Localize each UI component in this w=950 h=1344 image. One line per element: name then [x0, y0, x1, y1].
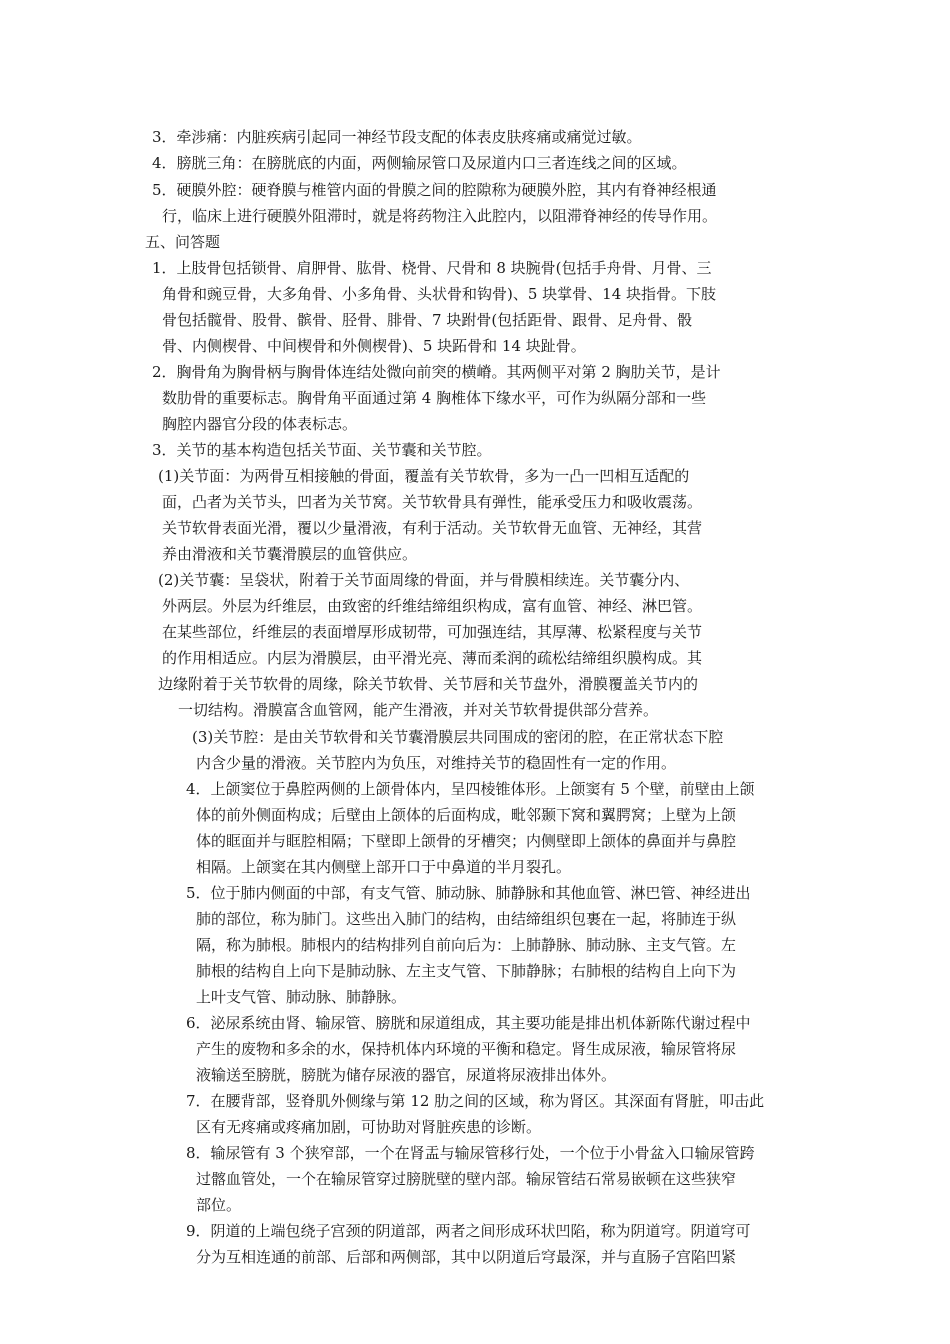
text-line: (3)关节腔：是由关节软骨和关节囊滑膜层共同围成的密闭的腔，在正常状态下腔 — [192, 728, 724, 746]
text-line: 部位。 — [196, 1196, 242, 1214]
text-line: 养由滑液和关节囊滑膜层的血管供应。 — [162, 545, 418, 563]
text-line: 产生的废物和多余的水，保持机体内环境的平衡和稳定。肾生成尿液，输尿管将尿 — [196, 1040, 737, 1058]
text-line: 体的前外侧面构成；后壁由上颌体的后面构成，毗邻颞下窝和翼腭窝；上壁为上颌 — [196, 806, 737, 824]
text-line: 上叶支气管、肺动脉、肺静脉。 — [196, 988, 407, 1006]
text-line: 8．输尿管有 3 个狭窄部，一个在肾盂与输尿管移行处，一个位于小骨盆入口输尿管跨 — [186, 1144, 755, 1162]
text-line: 骨、内侧楔骨、中间楔骨和外侧楔骨)、5 块跖骨和 14 块趾骨。 — [162, 337, 586, 355]
text-line: 一切结构。滑膜富含血管网，能产生滑液，并对关节软骨提供部分营养。 — [178, 701, 659, 719]
text-line: 5．位于肺内侧面的中部，有支气管、肺动脉、肺静脉和其他血管、淋巴管、神经进出 — [186, 884, 751, 902]
text-line: 3．关节的基本构造包括关节面、关节囊和关节腔。 — [152, 441, 492, 459]
text-line: 2．胸骨角为胸骨柄与胸骨体连结处微向前突的横嵴。其两侧平对第 2 胸肋关节，是计 — [152, 363, 721, 381]
text-line: 隔，称为肺根。肺根内的结构排列自前向后为：上肺静脉、肺动脉、主支气管。左 — [196, 936, 737, 954]
text-line: 4．膀胱三角：在膀胱底的内面，两侧输尿管口及尿道内口三者连线之间的区域。 — [152, 154, 687, 172]
text-line: 6．泌尿系统由肾、输尿管、膀胱和尿道组成，其主要功能是排出机体新陈代谢过程中 — [186, 1014, 751, 1032]
text-line: 胸腔内器官分段的体表标志。 — [162, 415, 358, 433]
text-line: 肺的部位，称为肺门。这些出入肺门的结构，由结缔组织包裹在一起，将肺连于纵 — [196, 910, 737, 928]
text-line: 关节软骨表面光滑，覆以少量滑液，有利于活动。关节软骨无血管、无神经，其营 — [162, 519, 703, 537]
text-line: 体的眶面并与眶腔相隔；下壁即上颌骨的牙槽突；内侧壁即上颌体的鼻面并与鼻腔 — [196, 832, 737, 850]
text-line: (2)关节囊：呈袋状，附着于关节面周缘的骨面，并与骨膜相续连。关节囊分内、 — [158, 571, 690, 589]
text-line: 1．上肢骨包括锁骨、肩胛骨、肱骨、桡骨、尺骨和 8 块腕骨(包括手舟骨、月骨、三 — [152, 259, 712, 277]
text-line: 数肋骨的重要标志。胸骨角平面通过第 4 胸椎体下缘水平，可作为纵隔分部和一些 — [162, 389, 707, 407]
text-line: 内含少量的滑液。关节腔内为负压，对维持关节的稳固性有一定的作用。 — [196, 754, 677, 772]
text-line: 3．牵涉痛：内脏疾病引起同一神经节段支配的体表皮肤疼痛或痛觉过敏。 — [152, 128, 642, 146]
text-line: 过髂血管处，一个在输尿管穿过膀胱壁的壁内部。输尿管结石常易嵌顿在这些狭窄 — [196, 1170, 737, 1188]
text-line: 的作用相适应。内层为滑膜层，由平滑光亮、薄而柔润的疏松结缔组织膜构成。其 — [162, 649, 703, 667]
text-line: 5．硬膜外腔：硬脊膜与椎管内面的骨膜之间的腔隙称为硬膜外腔，其内有脊神经根通 — [152, 181, 717, 199]
text-line: 骨包括髋骨、股骨、髌骨、胫骨、腓骨、7 块跗骨(包括距骨、跟骨、足舟骨、骰 — [162, 311, 693, 329]
text-line: (1)关节面：为两骨互相接触的骨面，覆盖有关节软骨，多为一凸一凹相互适配的 — [158, 467, 690, 485]
text-line: 液输送至膀胱，膀胱为储存尿液的器官，尿道将尿液排出体外。 — [196, 1066, 617, 1084]
section-heading: 五、问答题 — [145, 233, 221, 251]
text-line: 角骨和豌豆骨，大多角骨、小多角骨、头状骨和钩骨)、5 块掌骨、14 块指骨。下肢 — [162, 285, 717, 303]
text-line: 7．在腰背部，竖脊肌外侧缘与第 12 肋之间的区域，称为肾区。其深面有肾脏，叩击此 — [186, 1092, 765, 1110]
text-line: 在某些部位，纤维层的表面增厚形成韧带，可加强连结，其厚薄、松紧程度与关节 — [162, 623, 703, 641]
text-line: 相隔。上颌窦在其内侧壁上部开口于中鼻道的半月裂孔。 — [196, 858, 572, 876]
text-line: 外两层。外层为纤维层，由致密的纤维结缔组织构成，富有血管、神经、淋巴管。 — [162, 597, 703, 615]
text-line: 4．上颌窦位于鼻腔两侧的上颌骨体内，呈四棱锥体形。上颌窦有 5 个壁，前壁由上颌 — [186, 780, 755, 798]
text-line: 面，凸者为关节头，凹者为关节窝。关节软骨具有弹性，能承受压力和吸收震荡。 — [162, 493, 703, 511]
text-line: 分为互相连通的前部、后部和两侧部，其中以阴道后穹最深，并与直肠子宫陷凹紧 — [196, 1248, 737, 1266]
text-line: 肺根的结构自上向下是肺动脉、左主支气管、下肺静脉；右肺根的结构自上向下为 — [196, 962, 737, 980]
text-line: 行，临床上进行硬膜外阻滞时，就是将药物注入此腔内，以阻滞脊神经的传导作用。 — [162, 207, 718, 225]
text-line: 9．阴道的上端包绕子宫颈的阴道部，两者之间形成环状凹陷，称为阴道穹。阴道穹可 — [186, 1222, 751, 1240]
text-line: 边缘附着于关节软骨的周缘，除关节软骨、关节唇和关节盘外，滑膜覆盖关节内的 — [158, 675, 699, 693]
text-line: 区有无疼痛或疼痛加剧，可协助对肾脏疾患的诊断。 — [196, 1118, 542, 1136]
